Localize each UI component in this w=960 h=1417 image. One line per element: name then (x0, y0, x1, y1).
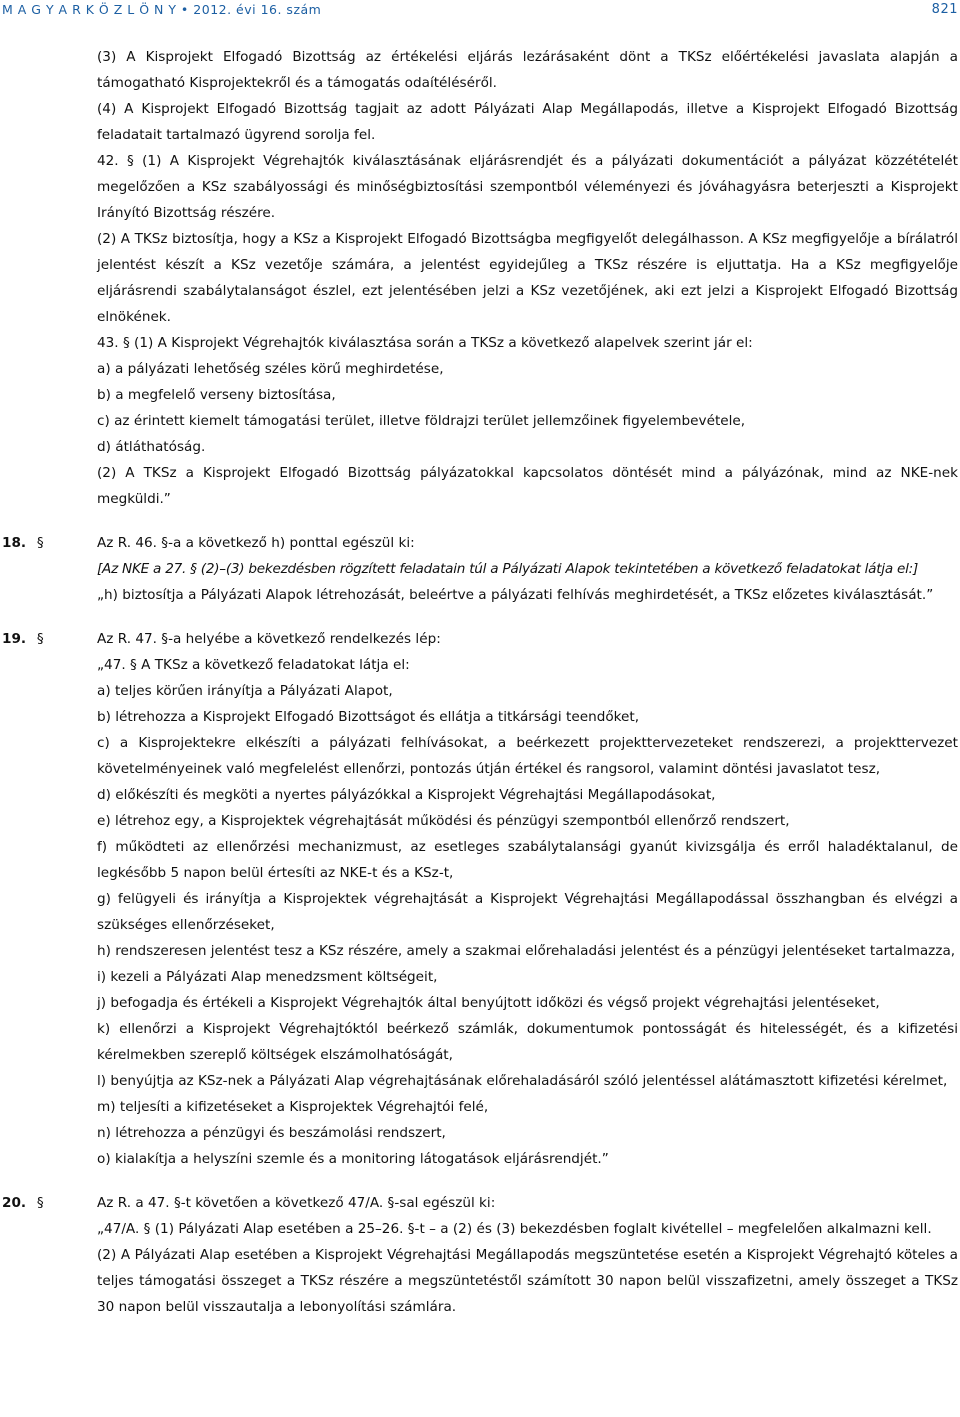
section-line: [Az NKE a 27. § (2)–(3) bekezdésben rögzített feladatain túl a Pályázati Alapok tekintetében a következő feladatokat látja el:] (97, 561, 918, 577)
list-item: a) a pályázati lehetőség széles körű meghirdetése, (97, 361, 444, 377)
list-item: h) rendszeresen jelentést tesz a KSz részére, amely a szakmai előrehaladási jelentést és a pénzügyi jelentéseket tartalmazza, (97, 943, 956, 959)
paragraph-sign: § (36, 535, 44, 551)
paragraph-sign: § (36, 631, 44, 647)
list-item: l) benyújtja az KSz-nek a Pályázati Alap végrehajtásának előrehaladásáról szóló jelentéssel alátámasztott kifizetési kérelmet, (97, 1073, 948, 1089)
section-line: Az R. a 47. §-t követően a következő 47/A. §-sal egészül ki: (97, 1195, 496, 1211)
section-line: (2) A Pályázati Alap esetében a Kisprojekt Végrehajtási Megállapodás megszüntetése esetén a Kisprojekt Végrehajtó köteles a teljes támogatási összeget a TKSz részére a megszüntetéstől számított 30 napon belül visszafizetni, amely összeget a TKSz 30 napon belül visszautalja a lebonyolítási számlára. (97, 1247, 958, 1315)
section-line: Az R. 46. §-a a következő h) ponttal egészül ki: (97, 535, 415, 551)
document-body (0, 44, 960, 1320)
list-item: o) kialakítja a helyszíni szemle és a monitoring látogatások eljárásrendjét.” (97, 1151, 609, 1167)
list-item: k) ellenőrzi a Kisprojekt Végrehajtóktól beérkező számlák, dokumentumok pontosságát és hitelességét, és a kifizetési kérelmekben szereplő költségek elszámolhatóságát, (97, 1021, 958, 1063)
section-line: „h) biztosítja a Pályázati Alapok létrehozását, beleértve a pályázati felhívás meghirdetését, a TKSz előzetes kiválasztását.” (97, 587, 934, 603)
intro-paragraph: (2) A TKSz a Kisprojekt Elfogadó Bizottság pályázatokkal kapcsolatos döntését mind a pályázónak, mind az NKE-nek megküldi.” (97, 465, 958, 507)
intro-paragraph: (2) A TKSz biztosítja, hogy a KSz a Kisprojekt Elfogadó Bizottságba megfigyelőt delegálhasson. A KSz megfigyelője a bírálatról jelentést készít a KSz vezetője számára, a jelentést egyidejűleg a TKSz részére is eljuttatja. Ha a KSz megfigyelője eljárásrendi szabálytalanságot észlel, ezt jelentésében jelzi a KSz vezetőjének, aki ezt jelzi a Kisprojekt Elfogadó Bizottság elnökének. (97, 231, 958, 325)
section-18 (0, 530, 960, 608)
intro-paragraph: 43. § (1) A Kisprojekt Végrehajtók kiválasztása során a TKSz a következő alapelvek szerint jár el: (97, 335, 753, 351)
section-line: Az R. 47. §-a helyébe a következő rendelkezés lép: (97, 631, 441, 647)
section-19 (0, 626, 960, 1172)
section-number (2, 1190, 44, 1216)
list-item: m) teljesíti a kifizetéseket a Kisprojektek Végrehajtói felé, (97, 1099, 489, 1115)
intro-paragraph: 42. § (1) A Kisprojekt Végrehajtók kiválasztásának eljárásrendjét és a pályázati dokumentációt a pályázat közzétételét megelőzően a KSz szabályossági és minőségbiztosítási szempontból véleményezi és jóváhagyásra beterjeszti a Kisprojekt Irányító Bizottság részére. (97, 153, 958, 221)
section-20 (0, 1190, 960, 1320)
list-item: f) működteti az ellenőrzési mechanizmust, az esetleges szabálytalansági gyanút kivizsgálja és erről haladéktalanul, de legkésőbb 5 napon belül értesíti az NKE-t és a KSz-t, (97, 839, 958, 881)
paragraph-sign: § (36, 1195, 44, 1211)
list-item: a) teljes körűen irányítja a Pályázati Alapot, (97, 683, 393, 699)
section-line: „47. § A TKSz a következő feladatokat látja el: (97, 657, 410, 673)
list-item: c) a Kisprojektekre elkészíti a pályázati felhívásokat, a beérkezett projekttervezeteket rendszerezi, a projekttervezet követelményeinek való megfelelést ellenőrzi, pontozás útján értékel és rangsorol, valamint döntési javaslatot tesz, (97, 735, 958, 777)
list-item: c) az érintett kiemelt támogatási terület, illetve földrajzi terület jellemzőinek figyelembevétele, (97, 413, 746, 429)
list-item: n) létrehozza a pénzügyi és beszámolási rendszert, (97, 1125, 446, 1141)
intro-paragraph: (4) A Kisprojekt Elfogadó Bizottság tagjait az adott Pályázati Alap Megállapodás, illetve a Kisprojekt Elfogadó Bizottság feladatait tartalmazó ügyrend sorolja fel. (97, 101, 958, 143)
section-number-label: 19. (2, 631, 27, 647)
list-item: i) kezeli a Pályázati Alap menedzsment költségeit, (97, 969, 438, 985)
list-item: b) a megfelelő verseny biztosítása, (97, 387, 336, 403)
list-item: g) felügyeli és irányítja a Kisprojektek végrehajtását a Kisprojekt Végrehajtási Megállapodással összhangban és elvégzi a szükséges ellenőrzéseket, (97, 891, 958, 933)
list-item: e) létrehoz egy, a Kisprojektek végrehajtását működési és pénzügyi szempontból ellenőrző rendszert, (97, 813, 790, 829)
journal-title: M A G Y A R K Ö Z L Ö N Y • 2012. évi 16. szám (2, 2, 322, 17)
page-number: 821 (931, 2, 958, 17)
section-number (2, 626, 44, 652)
list-item: d) átláthatóság. (97, 439, 206, 455)
list-item: d) előkészíti és megköti a nyertes pályázókkal a Kisprojekt Végrehajtási Megállapodásokat, (97, 787, 716, 803)
page-header (0, 0, 960, 20)
list-item: j) befogadja és értékeli a Kisprojekt Végrehajtók által benyújtott időközi és végső projekt végrehajtási jelentéseket, (97, 995, 880, 1011)
list-item: b) létrehozza a Kisprojekt Elfogadó Bizottságot és ellátja a titkársági teendőket, (97, 709, 640, 725)
section-line: „47/A. § (1) Pályázati Alap esetében a 25–26. §-t – a (2) és (3) bekezdésben foglalt kivétellel – megfelelően alkalmazni kell. (97, 1221, 932, 1237)
section-number-label: 18. (2, 535, 27, 551)
section-number-label: 20. (2, 1195, 27, 1211)
section-number (2, 530, 44, 556)
intro-paragraph: (3) A Kisprojekt Elfogadó Bizottság az értékelési eljárás lezárásaként dönt a TKSz előértékelési javaslata alapján a támogatható Kisprojektekről és a támogatás odaítéléséről. (97, 49, 958, 91)
